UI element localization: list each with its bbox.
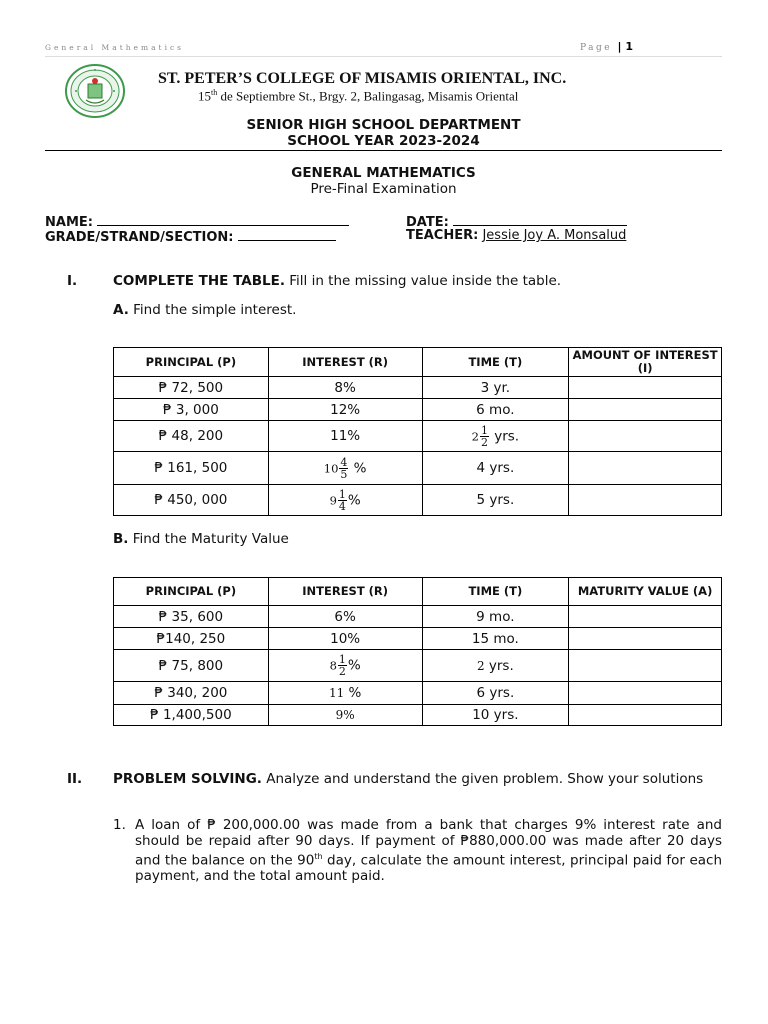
frac-den: 2 bbox=[338, 665, 346, 678]
interest-cell: 9% bbox=[268, 705, 422, 726]
time-cell: 6 yrs. bbox=[422, 682, 569, 705]
col-time: TIME (T) bbox=[422, 348, 569, 377]
frac-num: 1 bbox=[338, 487, 346, 501]
grade-blank[interactable] bbox=[238, 228, 336, 241]
int-unit: % bbox=[349, 460, 367, 476]
teacher-label: TEACHER: bbox=[406, 228, 479, 243]
int-whole: 9 bbox=[329, 493, 337, 507]
addr-rest: de Septiembre St., Brgy. 2, Balingasag, Misamis Oriental bbox=[217, 88, 519, 104]
frac-den: 2 bbox=[480, 435, 488, 449]
page-number bbox=[580, 40, 633, 53]
answer-cell[interactable] bbox=[569, 650, 722, 682]
interest-cell bbox=[268, 682, 422, 705]
interest-cell: 8% bbox=[268, 377, 422, 399]
time-cell bbox=[422, 650, 569, 682]
part1-numeral: I. bbox=[67, 273, 78, 289]
table-row bbox=[114, 606, 722, 628]
answer-cell[interactable] bbox=[569, 682, 722, 705]
answer-cell[interactable] bbox=[569, 705, 722, 726]
part1-text: Fill in the missing value inside the table. bbox=[284, 273, 562, 289]
int-unit: % bbox=[347, 492, 361, 508]
principal-cell: ₱ 72, 500 bbox=[114, 377, 269, 399]
col-time: TIME (T) bbox=[422, 578, 569, 606]
table-row bbox=[114, 452, 722, 485]
time-cell: 9 mo. bbox=[422, 606, 569, 628]
table-row bbox=[114, 421, 722, 452]
principal-cell: ₱ 35, 600 bbox=[114, 606, 269, 628]
answer-cell[interactable] bbox=[569, 606, 722, 628]
int-fraction bbox=[338, 654, 347, 677]
section-a-label: A. bbox=[113, 302, 129, 318]
table-row bbox=[114, 682, 722, 705]
part1-heading: COMPLETE THE TABLE. bbox=[113, 273, 285, 289]
teacher-name: Jessie Joy A. Monsalud bbox=[482, 228, 627, 243]
time-cell bbox=[422, 421, 569, 452]
int-fraction bbox=[338, 489, 347, 512]
name-blank[interactable] bbox=[97, 213, 349, 226]
college-name: ST. PETER’S COLLEGE OF MISAMIS ORIENTAL, INC. bbox=[158, 70, 567, 87]
addr-num: 15 bbox=[198, 88, 211, 104]
time-cell: 10 yrs. bbox=[422, 705, 569, 726]
time-unit: yrs. bbox=[489, 428, 520, 444]
int-num: 11 bbox=[328, 686, 345, 700]
frac-den: 4 bbox=[338, 499, 346, 513]
title-rule bbox=[45, 150, 722, 151]
answer-cell[interactable] bbox=[569, 421, 722, 452]
college-address bbox=[198, 88, 518, 104]
col-principal: PRINCIPAL (P) bbox=[114, 348, 269, 377]
answer-cell[interactable] bbox=[569, 628, 722, 650]
item-text-a: A loan of ₱ 200,000.00 was made from a bank that charges 9% interest rate and should be repaid after 90 days. If payment of ₱880,000.00 was made after 20 days and the balance on the 90 bbox=[135, 817, 722, 869]
grade-field bbox=[45, 228, 336, 245]
col-principal: PRINCIPAL (P) bbox=[114, 578, 269, 606]
principal-cell: ₱ 450, 000 bbox=[114, 485, 269, 516]
department-name: SENIOR HIGH SCHOOL DEPARTMENT bbox=[246, 117, 521, 133]
col-maturity-value: MATURITY VALUE (A) bbox=[569, 578, 722, 606]
part2-heading: PROBLEM SOLVING. bbox=[113, 771, 262, 787]
answer-cell[interactable] bbox=[569, 399, 722, 421]
time-num: 2 bbox=[476, 658, 485, 673]
interest-cell: 11% bbox=[268, 421, 422, 452]
date-blank[interactable] bbox=[453, 213, 627, 226]
subject-title: GENERAL MATHEMATICS bbox=[291, 165, 476, 181]
table-row bbox=[114, 377, 722, 399]
page-separator: | bbox=[617, 40, 622, 53]
int-unit: % bbox=[347, 657, 361, 674]
department-block bbox=[45, 117, 722, 149]
school-year: SCHOOL YEAR 2023-2024 bbox=[287, 133, 480, 149]
principal-cell: ₱ 3, 000 bbox=[114, 399, 269, 421]
page-word: Page bbox=[580, 43, 613, 53]
time-cell: 15 mo. bbox=[422, 628, 569, 650]
int-whole: 8 bbox=[329, 658, 337, 673]
maturity-value-table bbox=[113, 577, 722, 726]
principal-cell: ₱ 340, 200 bbox=[114, 682, 269, 705]
col-interest: INTEREST (R) bbox=[268, 348, 422, 377]
time-cell: 4 yrs. bbox=[422, 452, 569, 485]
section-a-text: Find the simple interest. bbox=[128, 302, 297, 318]
int-whole: 10 bbox=[323, 461, 339, 475]
problem-item bbox=[113, 818, 722, 885]
principal-cell: ₱ 48, 200 bbox=[114, 421, 269, 452]
name-label: NAME: bbox=[45, 215, 93, 230]
int-fraction bbox=[339, 457, 348, 480]
part1-instruction bbox=[113, 273, 561, 289]
answer-cell[interactable] bbox=[569, 452, 722, 485]
time-cell: 5 yrs. bbox=[422, 485, 569, 516]
section-a-title bbox=[113, 302, 296, 318]
header-divider bbox=[45, 56, 722, 57]
item-text bbox=[135, 818, 722, 885]
teacher-field bbox=[406, 228, 626, 243]
item-text-b: day, calculate the amount interest, principal paid for each payment, and the total amount paid. bbox=[135, 852, 723, 884]
time-cell: 3 yr. bbox=[422, 377, 569, 399]
principal-cell: ₱ 75, 800 bbox=[114, 650, 269, 682]
interest-cell: 10% bbox=[268, 628, 422, 650]
principal-cell: ₱ 1,400,500 bbox=[114, 705, 269, 726]
running-header: General Mathematics bbox=[45, 43, 185, 52]
table-row bbox=[114, 650, 722, 682]
time-fraction bbox=[480, 425, 489, 448]
part2-instruction bbox=[113, 771, 722, 787]
frac-den: 5 bbox=[340, 467, 348, 481]
page-num: 1 bbox=[625, 40, 634, 53]
table-row bbox=[114, 485, 722, 516]
table-row bbox=[114, 705, 722, 726]
item-number: 1. bbox=[113, 817, 126, 833]
part2-numeral: II. bbox=[67, 771, 83, 787]
date-label: DATE: bbox=[406, 215, 449, 230]
section-b-text: Find the Maturity Value bbox=[128, 531, 289, 547]
principal-cell: ₱ 161, 500 bbox=[114, 452, 269, 485]
section-b-label: B. bbox=[113, 531, 129, 547]
interest-cell bbox=[268, 650, 422, 682]
interest-cell bbox=[268, 452, 422, 485]
section-b-title bbox=[113, 531, 289, 547]
table-header-row bbox=[114, 348, 722, 377]
answer-cell[interactable] bbox=[569, 377, 722, 399]
table-header-row bbox=[114, 578, 722, 606]
frac-num: 1 bbox=[480, 423, 488, 437]
frac-num: 1 bbox=[338, 653, 346, 666]
interest-cell: 12% bbox=[268, 399, 422, 421]
addr-sup: th bbox=[211, 88, 218, 97]
col-interest: INTEREST (R) bbox=[268, 578, 422, 606]
answer-cell[interactable] bbox=[569, 485, 722, 516]
exam-title: Pre-Final Examination bbox=[310, 181, 457, 197]
school-seal-logo bbox=[64, 64, 126, 118]
item-sup: th bbox=[314, 852, 323, 861]
int-unit: % bbox=[344, 685, 362, 701]
time-cell: 6 mo. bbox=[422, 399, 569, 421]
simple-interest-table bbox=[113, 347, 722, 516]
part2-text: Analyze and understand the given problem. Show your solutions bbox=[261, 771, 704, 787]
time-unit: yrs. bbox=[484, 657, 514, 674]
table-row bbox=[114, 399, 722, 421]
frac-num: 4 bbox=[340, 455, 348, 469]
time-whole: 2 bbox=[471, 429, 479, 443]
interest-cell bbox=[268, 485, 422, 516]
principal-cell: ₱140, 250 bbox=[114, 628, 269, 650]
col-amount-interest: AMOUNT OF INTEREST (I) bbox=[569, 348, 722, 377]
table-row bbox=[114, 628, 722, 650]
interest-cell: 6% bbox=[268, 606, 422, 628]
grade-label: GRADE/STRAND/SECTION: bbox=[45, 230, 234, 245]
